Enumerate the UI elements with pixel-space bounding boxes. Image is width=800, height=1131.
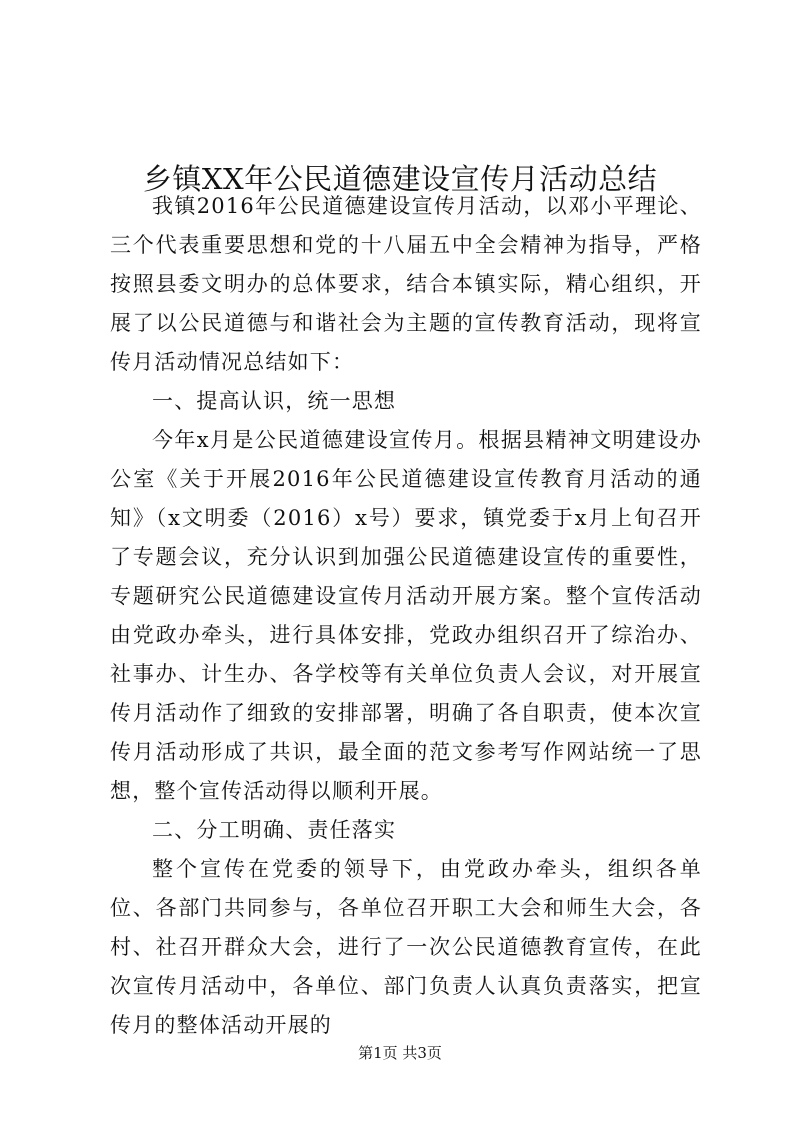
section-2-paragraph: 整个宣传在党委的领导下，由党政办牵头，组织各单位、各部门共同参与，各单位召开职工大会和师生大会，各村、社召开群众大会，进行了一次公民道德教育宣传，在此次宣传月活动中，各单位、部门负责人认真负责落实，把宣传月的整体活动开展的 [110,857,702,1037]
document-body [110,187,702,1045]
section-heading-1: 一、提高认识，统一思想 [152,389,397,413]
intro-paragraph: 我镇2016年公民道德建设宣传月活动，以邓小平理论、三个代表重要思想和党的十八届五中全会精神为指导，严格按照县委文明办的总体要求，结合本镇实际，精心组织，开展了以公民道德与和谐社会为主题的宣传教育活动，现将宣传月活动情况总结如下： [110,194,702,374]
document-title: 乡镇XX年公民道德建设宣传月活动总结 [142,162,658,197]
page-number-footer: 第1页 共3页 [358,1044,442,1062]
section-1-paragraph: 今年x月是公民道德建设宣传月。根据县精神文明建设办公室《关于开展2016年公民道德建设宣传教育月活动的通知》（x文明委（2016）x号）要求，镇党委于x月上旬召开了专题会议，充分认识到加强公民道德建设宣传的重要性，专题研究公民道德建设宣传月活动开展方案。整个宣传活动由党政办牵头，进行具体安排，党政办组织召开了综治办、社事办、计生办、各学校等有关单位负责人会议，对开展宣传月活动作了细致的安排部署，明确了各自职责，使本次宣传月活动形成了共识，最全面的范文参考写作网站统一了思想，整个宣传活动得以顺利开展。 [110,428,702,803]
section-heading-2: 二、分工明确、责任落实 [152,818,397,842]
